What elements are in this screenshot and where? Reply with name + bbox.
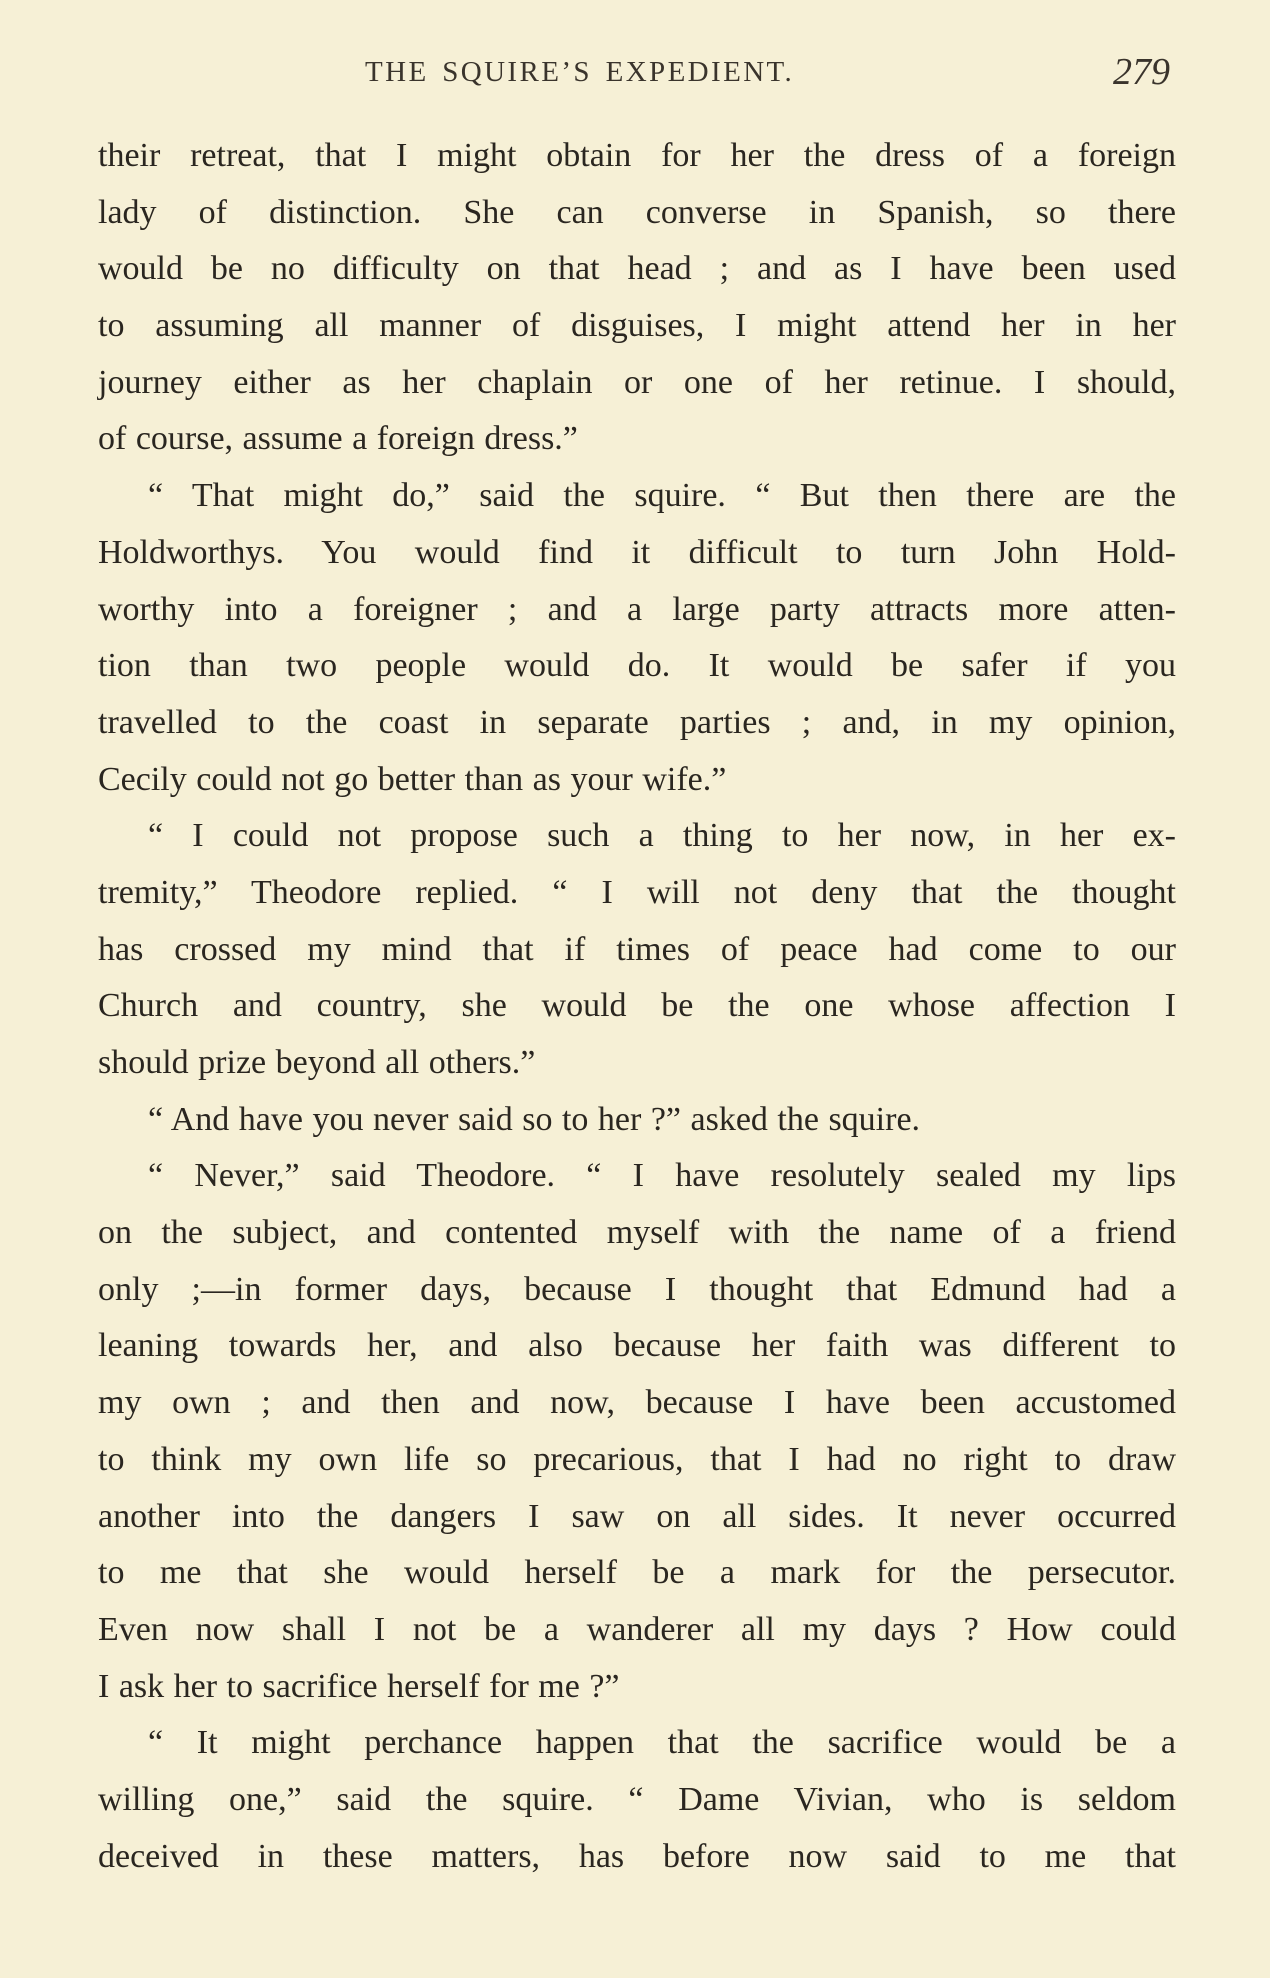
text-line: to think my own life so precarious, that I had no right to draw bbox=[98, 1440, 1176, 1478]
text-line: willing one,” said the squire. “ Dame Vivian, who is seldom bbox=[98, 1780, 1176, 1818]
text-line: leaning towards her, and also because her faith was different to bbox=[98, 1327, 1176, 1365]
text-line: to me that she would herself be a mark for the persecutor. bbox=[98, 1554, 1176, 1592]
text-line: tion than two people would do. It would be safer if you bbox=[98, 647, 1176, 685]
text-line: I ask her to sacrifice herself for me ?” bbox=[98, 1667, 620, 1705]
text-line: on the subject, and contented myself with the name of a friend bbox=[98, 1214, 1176, 1252]
text-line: Even now shall I not be a wanderer all my days ? How could bbox=[98, 1610, 1176, 1648]
text-line: deceived in these matters, has before now said to me that bbox=[98, 1837, 1176, 1875]
body-text bbox=[98, 128, 1176, 1885]
text-line: tremity,” Theodore replied. “ I will not deny that the thought bbox=[98, 873, 1176, 911]
text-line: “ I could not propose such a thing to her now, in her ex- bbox=[148, 817, 1176, 855]
text-line: lady of distinction. She can converse in Spanish, so there bbox=[98, 193, 1176, 231]
text-line: would be no difficulty on that head ; and as I have been used bbox=[98, 250, 1176, 288]
text-line: “ It might perchance happen that the sacrifice would be a bbox=[148, 1724, 1176, 1762]
text-line: only ;—in former days, because I thought that Edmund had a bbox=[98, 1270, 1176, 1308]
text-line: travelled to the coast in separate parties ; and, in my opinion, bbox=[98, 703, 1176, 741]
text-line: “ That might do,” said the squire. “ But then there are the bbox=[148, 477, 1176, 515]
text-line: journey either as her chaplain or one of her retinue. I should, bbox=[98, 363, 1176, 401]
page-number: 279 bbox=[1113, 51, 1170, 93]
running-title: THE SQUIRE’S EXPEDIENT. bbox=[365, 56, 795, 88]
text-line: “ Never,” said Theodore. “ I have resolutely sealed my lips bbox=[148, 1157, 1176, 1195]
text-line: “ And have you never said so to her ?” asked the squire. bbox=[148, 1100, 921, 1138]
text-line: Cecily could not go better than as your wife.” bbox=[98, 760, 727, 798]
text-line: to assuming all manner of disguises, I might attend her in her bbox=[98, 307, 1176, 345]
text-line: my own ; and then and now, because I have been accustomed bbox=[98, 1384, 1176, 1422]
text-line: of course, assume a foreign dress.” bbox=[98, 420, 578, 458]
page-header bbox=[100, 50, 1170, 100]
text-line: Holdworthys. You would find it difficult to turn John Hold- bbox=[98, 533, 1176, 571]
text-line: has crossed my mind that if times of peace had come to our bbox=[98, 930, 1176, 968]
text-line: Church and country, she would be the one whose affection I bbox=[98, 987, 1176, 1025]
text-line: another into the dangers I saw on all sides. It never occurred bbox=[98, 1497, 1176, 1535]
text-line: worthy into a foreigner ; and a large party attracts more atten- bbox=[98, 590, 1176, 628]
text-line: should prize beyond all others.” bbox=[98, 1044, 536, 1081]
text-line: their retreat, that I might obtain for her the dress of a foreign bbox=[98, 137, 1176, 174]
